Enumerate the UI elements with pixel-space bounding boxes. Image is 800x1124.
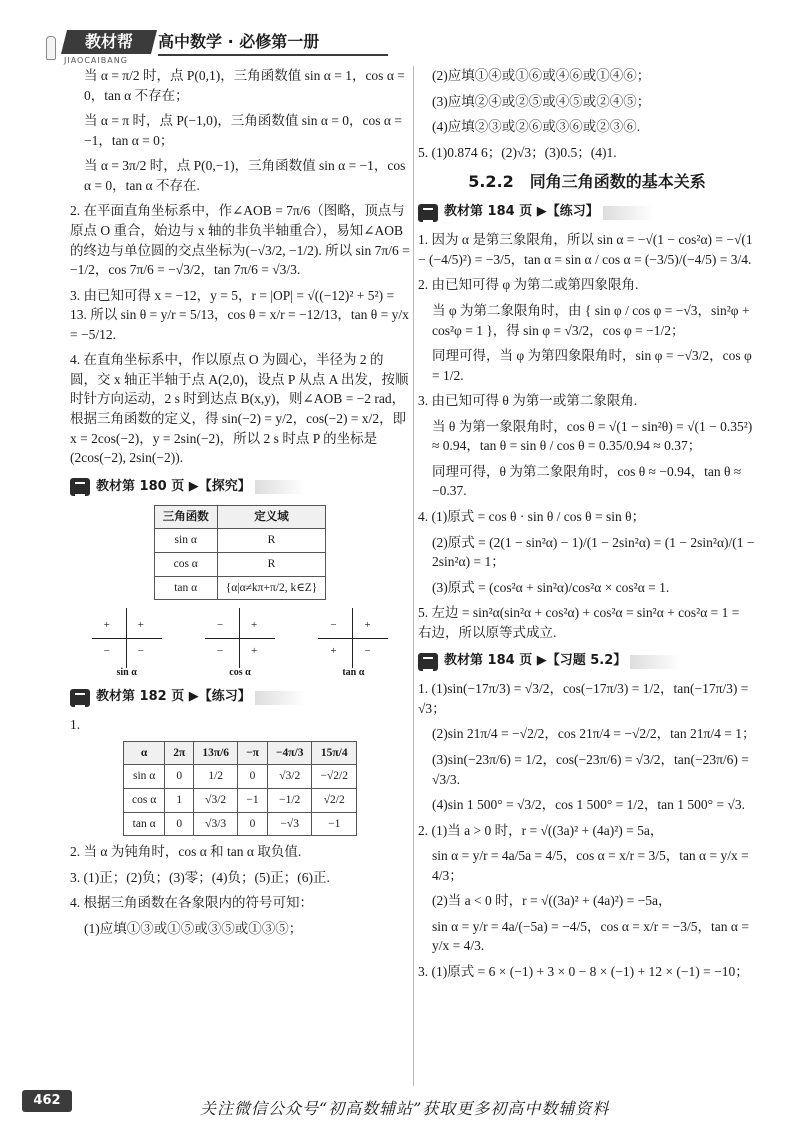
answer-text: 3. 由已知可得 x = −12，y = 5，r = |OP| = √((−12)² + 5²) = 13. 所以 sin θ = y/r = 5/13，cos θ = x/r = −12/13，tan θ = y/x = −5/12. bbox=[70, 287, 409, 342]
answer-text: sin α = y/r = 4a/(−5a) = −4/5，cos α = x/r = −3/5，tan α = y/x = 4/3. bbox=[432, 918, 749, 954]
answer-text: 4. 在直角坐标系中，作以原点 O 为圆心，半径为 2 的圆，交 x 轴正半轴于点 A(2,0)，设点 P 从点 A 出发，按顺时针方向运动，2 s 时到达点 B(x,y)，则∠AOB = −2 rad，根据三角函数的定义，得 sin(−2) = y/2，cos(−2) = x/2，即 x = 2cos(−2)，y = 2sin(−2)，所以 2 s 时点 P 的坐标是(2cos(−2), 2sin(−2)). bbox=[70, 352, 409, 466]
answer-text: 1. (1)sin(−17π/3) = √3/2，cos(−17π/3) = 1/2，tan(−17π/3) = √3； bbox=[418, 681, 749, 716]
section-heading: 教材第 184 页 ▶【习题 5.2】 bbox=[418, 652, 756, 671]
answer-text: 同理可得，θ 为第二象限角时，cos θ ≈ −0.94，tan θ ≈ −0.37. bbox=[432, 463, 742, 499]
answer-text: (1)应填①③或①⑤或③⑤或①③⑤； bbox=[84, 921, 303, 936]
column-divider bbox=[413, 66, 414, 1086]
right-column bbox=[418, 66, 756, 988]
answer-text: 当 α = π 时，点 P(−1,0)，三角函数值 sin α = 0，cos α = −1，tan α = 0； bbox=[84, 113, 402, 148]
answer-text: (3)原式 = (cos²α + sin²α)/cos²α × cos²α = 1. bbox=[432, 579, 670, 595]
answer-text: 当 α = π/2 时，点 P(0,1)，三角函数值 sin α = 1，cos α = 0，tan α 不存在； bbox=[84, 68, 405, 103]
sign-chart-sin: + + − − sin α bbox=[92, 608, 162, 678]
answer-text: sin α = y/r = 4a/5a = 4/5，cos α = x/r = 3/5，tan α = y/x = 4/3； bbox=[432, 848, 749, 883]
section-heading: 教材第 184 页 ▶【练习】 bbox=[418, 203, 756, 222]
answer-text: (3)应填②④或②⑤或④⑤或②④⑤； bbox=[432, 93, 651, 109]
book-icon bbox=[70, 689, 90, 707]
answer-text: 1. bbox=[70, 717, 81, 733]
answer-text: 当 θ 为第一象限角时，cos θ = √(1 − sin²θ) = √(1 − 0.35²) ≈ 0.94，tan θ = sin θ / cos θ = 0.35/0.94 ≈ 0.37； bbox=[432, 418, 753, 454]
answer-text: 4. (1)原式 = cos θ · sin θ / cos θ = sin θ； bbox=[418, 509, 646, 525]
answer-text: 2. 由已知可得 φ 为第二或第四象限角. bbox=[418, 277, 639, 293]
domain-table: 三角函数 定义域 sin α R cos α R tan α {α|α≠kπ+π/2, k∈Z} bbox=[154, 505, 327, 601]
answer-text: 同理可得，当 φ 为第四象限角时，sin φ = −√3/2，cos φ = 1/2. bbox=[432, 348, 752, 383]
answer-text: 5. 左边 = sin²α(sin²α + cos²α) + cos²α = sin²α + cos²α = 1 = 右边，所以原等式成立. bbox=[418, 605, 740, 640]
answer-text: 3. (1)正；(2)负；(3)零；(4)负；(5)正；(6)正. bbox=[70, 869, 330, 885]
book-title: 高中数学 · 必修第一册 bbox=[158, 30, 388, 56]
answer-text: 1. 因为 α 是第三象限角，所以 sin α = −√(1 − cos²α) = −√(1 − (−4/5)²) = −3/5，tan α = sin α / cos α = (−3/5)/(−4/5) = 3/4. bbox=[418, 232, 753, 267]
sign-chart-cos: − + − + cos α bbox=[205, 608, 275, 678]
book-icon bbox=[418, 204, 438, 222]
answer-text: 当 φ 为第二象限角时，由 { sin φ / cos φ = −√3，sin²φ + cos²φ = 1 }，得 sin φ = √3/2，cos φ = −1/2； bbox=[432, 302, 750, 338]
brand-badge: 教材帮 bbox=[61, 30, 157, 54]
sign-chart-tan: − + + − tan α bbox=[318, 608, 388, 678]
answer-text: (3)sin(−23π/6) = 1/2，cos(−23π/6) = √3/2，tan(−23π/6) = √3/3. bbox=[432, 751, 749, 787]
brand-subtitle: JIAOCAIBANG bbox=[64, 56, 128, 65]
value-table: α 2π 13π/6 −π −4π/3 15π/4 sin α 0 1/2 0 √3/2 −√2/2 cos α 1 √3/2 −1 −1/2 √2/2 tan α 0 √3/3 0 −√3 −1 bbox=[123, 741, 357, 837]
answer-text: (2)应填①④或①⑥或④⑥或①④⑥； bbox=[432, 68, 651, 83]
answer-text: 当 α = 3π/2 时，点 P(0,−1)，三角函数值 sin α = −1，cos α = 0，tan α 不存在. bbox=[84, 158, 406, 193]
book-icon bbox=[70, 478, 90, 496]
section-title: 5.2.2 同角三角函数的基本关系 bbox=[468, 172, 706, 192]
answer-text: 3. (1)原式 = 6 × (−1) + 3 × 0 − 8 × (−1) + 12 × (−1) = −10； bbox=[418, 964, 749, 979]
answer-text: (4)sin 1 500° = √3/2，cos 1 500° = 1/2，tan 1 500° = √3. bbox=[432, 797, 745, 813]
page-number: 462 bbox=[22, 1090, 72, 1112]
book-icon bbox=[418, 653, 438, 671]
footer-note: 关注微信公众号“初高数辅站”获取更多初高中数辅资料 bbox=[200, 1099, 610, 1118]
section-heading: 教材第 180 页 ▶【探究】 bbox=[70, 478, 410, 497]
page-header bbox=[0, 0, 800, 65]
section-heading: 教材第 182 页 ▶【练习】 bbox=[70, 688, 410, 707]
answer-text: (2)sin 21π/4 = −√2/2，cos 21π/4 = −√2/2，tan 21π/4 = 1； bbox=[432, 726, 756, 742]
answer-text: 4. 根据三角函数在各象限内的符号可知： bbox=[70, 895, 313, 911]
answer-text: 5. (1)0.874 6；(2)√3；(3)0.5；(4)1. bbox=[418, 144, 617, 160]
answer-text: (4)应填②③或②⑥或③⑥或②③⑥. bbox=[432, 119, 641, 135]
answer-text: 2. 当 α 为钝角时，cos α 和 tan α 取负值. bbox=[70, 844, 302, 860]
answer-text: (2)当 a < 0 时，r = √((3a)² + (4a)²) = −5a， bbox=[432, 893, 672, 909]
left-column bbox=[70, 66, 410, 945]
answer-text: 2. 在平面直角坐标系中，作∠AOB = 7π/6（图略，顶点与原点 O 重合，始边与 x 轴的非负半轴重合），易知∠AOB 的终边与单位圆的交点坐标为(−√3/2, −1/2). 所以 sin 7π/6 = −1/2，cos 7π/6 = −√3/2，tan 7π/6 = √3/3. bbox=[70, 203, 410, 278]
sign-charts bbox=[70, 608, 410, 678]
answer-text: 2. (1)当 a > 0 时，r = √((3a)² + (4a)²) = 5a， bbox=[418, 822, 664, 838]
answer-text: (2)原式 = (2(1 − sin²α) − 1)/(1 − 2sin²α) = (1 − 2sin²α)/(1 − 2sin²α) = 1； bbox=[432, 534, 755, 570]
answer-text: 3. 由已知可得 θ 为第一或第二象限角. bbox=[418, 393, 638, 409]
lamp-icon bbox=[46, 36, 56, 60]
